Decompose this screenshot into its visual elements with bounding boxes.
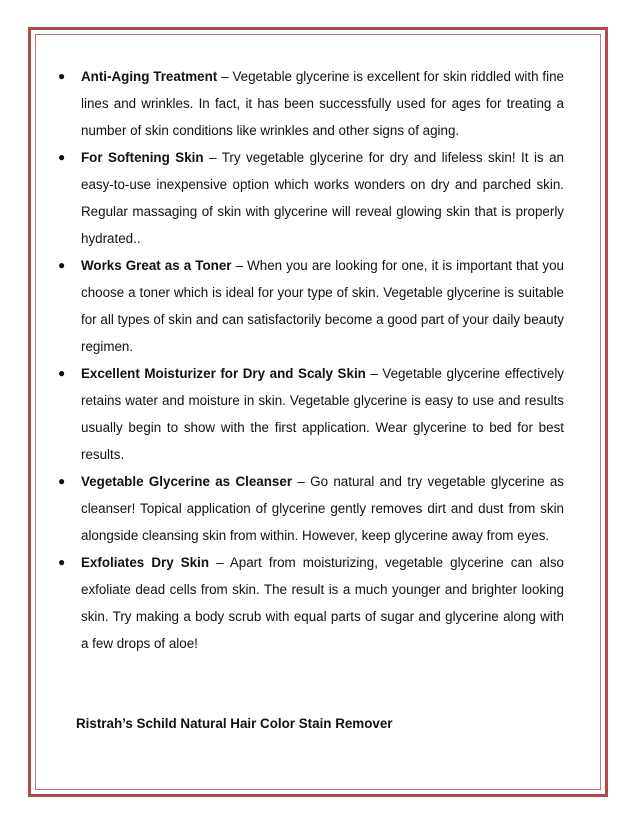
list-item-exfoliates — [54, 549, 564, 657]
list-item-softening-skin — [54, 144, 564, 252]
list-item-moisturizer — [54, 360, 564, 468]
bullet-icon: ● — [58, 69, 66, 83]
item-text: – Go natural and try vegetable glycerine as cleanser! Topical application of glycerine gently removes dirt and dust from skin alongside cleansing skin from within. However, keep glycerine away from eyes. — [81, 474, 564, 543]
item-term: Exfoliates Dry Skin — [81, 555, 209, 570]
item-text: – Apart from moisturizing, vegetable glycerine can also exfoliate dead cells from skin. The result is a much younger and brighter looking skin. Try making a body scrub with equal parts of sugar and glycerine along with a few drops of aloe! — [81, 555, 564, 651]
item-term: Works Great as a Toner — [81, 258, 232, 273]
bullet-icon: ● — [58, 366, 66, 380]
item-text: – Try vegetable glycerine for dry and lifeless skin! It is an easy-to-use inexpensive option which works wonders on dry and parched skin. Regular massaging of skin with glycerine will reveal glowing skin that is properly hydrated.. — [81, 150, 565, 246]
list-item-cleanser — [54, 468, 564, 549]
section-heading: Ristrah’s Schild Natural Hair Color Stain Remover — [76, 716, 393, 731]
bullet-icon: ● — [58, 555, 66, 569]
item-text: – When you are looking for one, it is important that you choose a toner which is ideal for your type of skin. Vegetable glycerine is suitable for all types of skin and can satisfactorily become a good part of your daily beauty regimen. — [81, 258, 565, 354]
item-text: – Vegetable glycerine effectively retains water and moisture in skin. Vegetable glycerine is easy to use and results usually begin to show with the first application. Wear glycerine to bed for best results. — [81, 366, 564, 462]
bullet-icon: ● — [58, 150, 66, 164]
item-term: Excellent Moisturizer for Dry and Scaly Skin — [81, 366, 366, 381]
list-item-toner — [54, 252, 564, 360]
item-term: For Softening Skin — [81, 150, 204, 165]
list-item-anti-aging — [54, 63, 564, 144]
item-text: – Vegetable glycerine is excellent for skin riddled with fine lines and wrinkles. In fact, it has been successfully used for ages for treating a number of skin conditions like wrinkles and other signs of aging. — [81, 69, 565, 138]
document-body — [54, 63, 564, 657]
bullet-icon: ● — [58, 258, 66, 272]
item-term: Anti-Aging Treatment — [81, 69, 218, 84]
bullet-icon: ● — [58, 474, 66, 488]
benefits-list — [54, 63, 564, 657]
item-term: Vegetable Glycerine as Cleanser — [81, 474, 293, 489]
